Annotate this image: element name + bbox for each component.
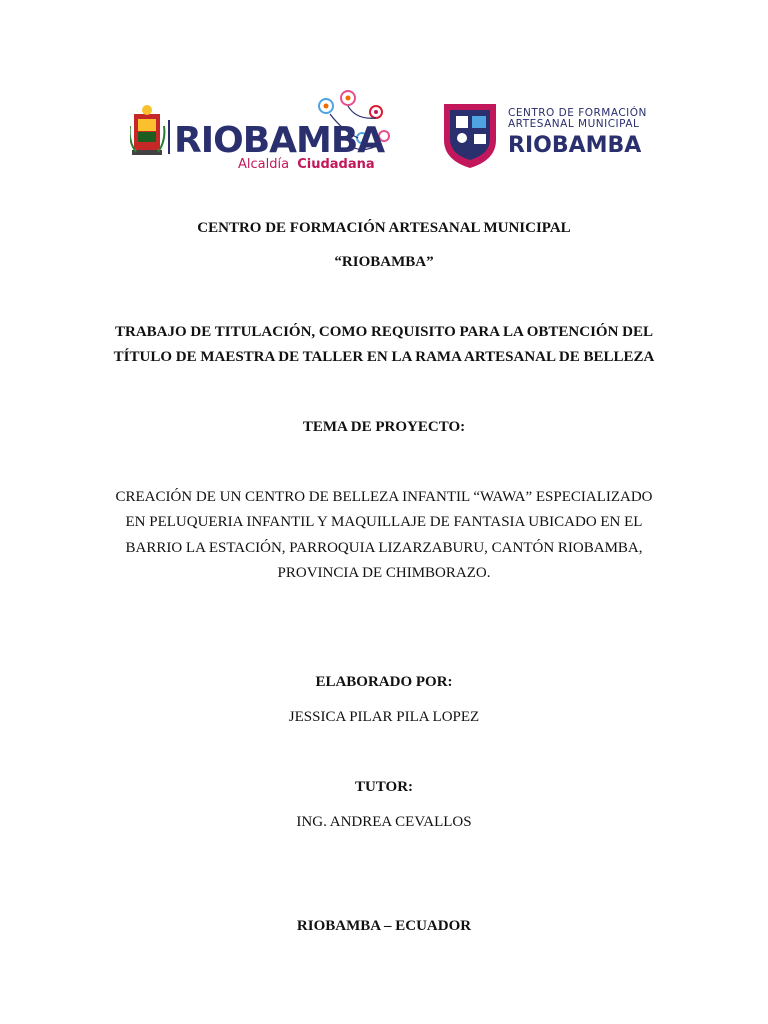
tutor-name: ING. ANDREA CEVALLOS: [296, 814, 472, 830]
alcaldia-riobamba-logo: [130, 86, 396, 176]
logo-line-1: CENTRO DE FORMACIÓN: [508, 107, 647, 119]
author-heading: ELABORADO POR:: [315, 674, 453, 690]
coat-of-arms-icon: [130, 105, 164, 155]
topic-line-1: CREACIÓN DE UN CENTRO DE BELLEZA INFANTIL “WAWA” ESPECIALIZADO: [115, 489, 653, 505]
logo-wordmark: RIOBAMBA: [174, 120, 385, 161]
logo-line-2: ARTESANAL MUNICIPAL: [508, 118, 640, 130]
tutor-heading: TUTOR:: [354, 779, 414, 795]
purpose-line-2: TÍTULO DE MAESTRA DE TALLER EN LA RAMA ARTESANAL DE BELLEZA: [113, 349, 655, 365]
centro-formacion-logo: [436, 96, 648, 172]
logo-line-3: RIOBAMBA: [508, 133, 642, 158]
logo-tagline: Alcaldía Ciudadana: [238, 157, 375, 172]
institution-title: CENTRO DE FORMACIÓN ARTESANAL MUNICIPAL: [197, 220, 571, 236]
topic-line-4: PROVINCIA DE CHIMBORAZO.: [277, 565, 491, 581]
topic-line-2: EN PELUQUERIA INFANTIL Y MAQUILLAJE DE FANTASIA UBICADO EN EL: [125, 514, 643, 530]
topic-heading: TEMA DE PROYECTO:: [302, 419, 466, 435]
header-logos: [0, 84, 768, 180]
institution-name: “RIOBAMBA”: [334, 254, 434, 270]
shield-emblem-icon: [444, 104, 496, 168]
purpose-line-1: TRABAJO DE TITULACIÓN, COMO REQUISITO PARA LA OBTENCIÓN DEL: [114, 324, 653, 340]
topic-line-3: BARRIO LA ESTACIÓN, PARROQUIA LIZARZABURU, CANTÓN RIOBAMBA,: [125, 540, 643, 556]
author-name: JESSICA PILAR PILA LOPEZ: [288, 709, 480, 725]
place: RIOBAMBA – ECUADOR: [296, 918, 472, 934]
